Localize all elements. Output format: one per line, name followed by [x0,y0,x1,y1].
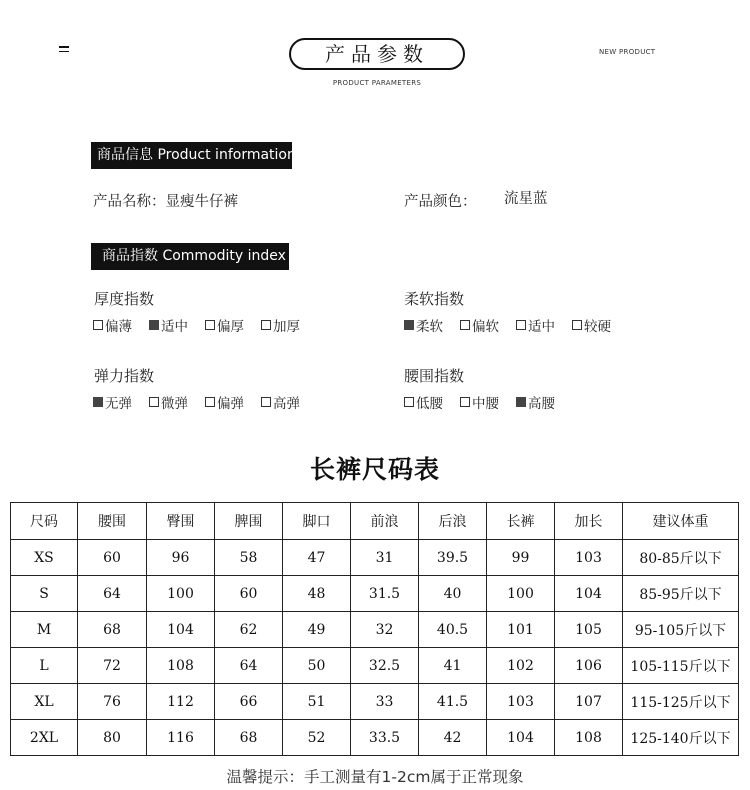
index-option [205,392,244,412]
product-info-label: 商品信息 Product information [91,142,292,169]
index-option [93,392,132,412]
index-option-label: 适中 [161,319,188,335]
index-option-label: 偏厚 [217,319,244,335]
table-cell: 33.5 [351,720,419,756]
index-option-label: 低腰 [416,396,443,412]
table-cell: 60 [215,576,283,612]
table-cell: 33 [351,684,419,720]
table-cell: 116 [147,720,215,756]
table-cell: 32 [351,612,419,648]
checked-box-icon [404,320,414,330]
table-cell: 103 [487,684,555,720]
table-row [11,684,739,720]
table-cell: 80-85斤以下 [623,540,739,576]
index-option [460,392,499,412]
index-option [516,392,555,412]
size-table-title: 长裤尺码表 [309,455,440,484]
table-row [11,576,739,612]
index-option-label: 中腰 [472,396,499,412]
table-cell: 108 [555,720,623,756]
table-cell: S [11,576,78,612]
index-option-label: 柔软 [416,319,443,335]
table-cell: 103 [555,540,623,576]
menu-icon[interactable] [59,46,69,54]
table-cell: 76 [78,684,147,720]
index-group-title: 腰围指数 [404,367,465,385]
index-option-label: 适中 [528,319,555,335]
unchecked-box-icon [205,397,215,407]
table-cell: 125-140斤以下 [623,720,739,756]
unchecked-box-icon [261,397,271,407]
index-option [261,315,300,335]
table-cell: 104 [147,612,215,648]
index-option [516,315,555,335]
table-cell: 31 [351,540,419,576]
table-cell: 50 [283,648,351,684]
index-option-label: 加厚 [273,319,300,335]
unchecked-box-icon [516,320,526,330]
table-cell: 102 [487,648,555,684]
product-color-label: 产品颜色： [404,194,477,210]
table-cell: 108 [147,648,215,684]
checked-box-icon [93,397,103,407]
unchecked-box-icon [205,320,215,330]
index-option [572,315,611,335]
index-group-title: 柔软指数 [404,290,465,308]
index-option-row [93,315,317,335]
index-option-label: 高腰 [528,396,555,412]
table-cell: 31.5 [351,576,419,612]
index-option-row [404,315,628,335]
table-header-cell: 加长 [555,503,623,540]
table-header-row [11,503,739,540]
table-row [11,648,739,684]
measurement-note: 温馨提示：手工测量有1-2cm属于正常现象 [226,768,524,786]
index-group-title: 弹力指数 [94,367,155,385]
table-header-cell: 腰围 [78,503,147,540]
page-title: 产品参数 [289,38,465,70]
table-cell: 68 [215,720,283,756]
table-header-cell: 后浪 [419,503,487,540]
unchecked-box-icon [149,397,159,407]
table-cell: 58 [215,540,283,576]
table-cell: 51 [283,684,351,720]
index-option-label: 偏弹 [217,396,244,412]
table-header-cell: 脾围 [215,503,283,540]
table-header-cell: 前浪 [351,503,419,540]
table-cell: 106 [555,648,623,684]
table-cell: 60 [78,540,147,576]
table-cell: 115-125斤以下 [623,684,739,720]
table-cell: 96 [147,540,215,576]
unchecked-box-icon [261,320,271,330]
index-option [261,392,300,412]
table-cell: 64 [78,576,147,612]
table-cell: 72 [78,648,147,684]
table-cell: 85-95斤以下 [623,576,739,612]
commodity-index-label: 商品指数 Commodity index [91,243,289,270]
table-cell: 101 [487,612,555,648]
unchecked-box-icon [93,320,103,330]
checked-box-icon [149,320,159,330]
table-cell: 40 [419,576,487,612]
table-cell: 112 [147,684,215,720]
index-option [93,315,132,335]
table-cell: M [11,612,78,648]
table-cell: 52 [283,720,351,756]
checked-box-icon [516,397,526,407]
table-cell: 42 [419,720,487,756]
index-option-row [404,392,572,412]
table-cell: 47 [283,540,351,576]
index-option [404,315,443,335]
table-cell: 68 [78,612,147,648]
table-cell: 64 [215,648,283,684]
table-row [11,612,739,648]
new-product-tag: NEW PRODUCT [599,48,656,56]
table-cell: 95-105斤以下 [623,612,739,648]
table-cell: 66 [215,684,283,720]
table-row [11,720,739,756]
table-cell: 39.5 [419,540,487,576]
table-cell: 105-115斤以下 [623,648,739,684]
unchecked-box-icon [572,320,582,330]
page-subtitle: PRODUCT PARAMETERS [332,79,422,87]
table-cell: 104 [487,720,555,756]
index-group-title: 厚度指数 [94,290,155,308]
table-cell: 40.5 [419,612,487,648]
index-option-row [93,392,317,412]
table-header-cell: 长裤 [487,503,555,540]
index-option-label: 高弹 [273,396,300,412]
unchecked-box-icon [404,397,414,407]
table-cell: 2XL [11,720,78,756]
table-cell: 104 [555,576,623,612]
table-cell: XS [11,540,78,576]
index-option-label: 无弹 [105,396,132,412]
table-cell: 80 [78,720,147,756]
index-option [149,392,188,412]
index-option [460,315,499,335]
table-cell: 105 [555,612,623,648]
table-header-cell: 尺码 [11,503,78,540]
table-cell: XL [11,684,78,720]
table-cell: 107 [555,684,623,720]
index-option-label: 较硬 [584,319,611,335]
unchecked-box-icon [460,397,470,407]
table-cell: 62 [215,612,283,648]
index-option-label: 偏软 [472,319,499,335]
index-option [149,315,188,335]
product-color-value: 流星蓝 [504,191,548,207]
size-table [10,502,739,756]
table-cell: 41 [419,648,487,684]
index-option [404,392,443,412]
table-cell: 49 [283,612,351,648]
unchecked-box-icon [460,320,470,330]
table-cell: 99 [487,540,555,576]
index-option-label: 微弹 [161,396,188,412]
table-row [11,540,739,576]
table-cell: L [11,648,78,684]
table-header-cell: 臀围 [147,503,215,540]
table-cell: 48 [283,576,351,612]
product-name: 产品名称：显瘦牛仔裤 [93,194,238,210]
table-cell: 100 [147,576,215,612]
table-cell: 41.5 [419,684,487,720]
table-cell: 100 [487,576,555,612]
table-header-cell: 建议体重 [623,503,739,540]
table-cell: 32.5 [351,648,419,684]
index-option [205,315,244,335]
table-header-cell: 脚口 [283,503,351,540]
index-option-label: 偏薄 [105,319,132,335]
